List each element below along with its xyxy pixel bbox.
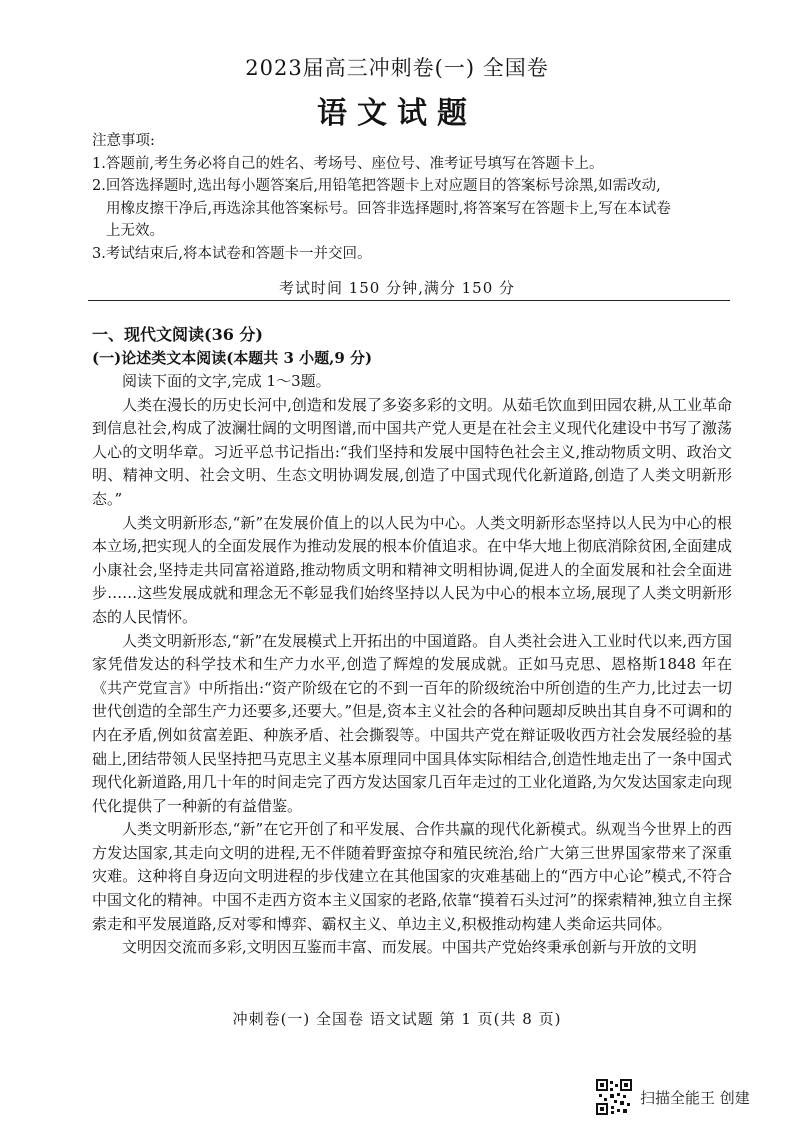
notice-item: 1.答题前,考生务必将自己的姓名、考场号、座位号、准考证号填写在答题卡上。 — [92, 155, 604, 172]
notice-item: 3.考试结束后,将本试卷和答题卡一并交回。 — [92, 245, 372, 262]
scanner-watermark — [596, 1079, 750, 1115]
notice-item: 2.回答选择题时,选出每小题答案后,用铅笔把答题卡上对应题目的答案标号涂黑,如需改动, — [92, 178, 661, 194]
qr-code-icon — [596, 1079, 632, 1115]
passage-paragraph: 人类文明新形态,“新”在发展模式上开拓出的中国道路。自人类社会进入工业时代以来,西方国家凭借发达的科学技术和生产力水平,创造了辉煌的发展成就。正如马克思、恩格斯1848 年在《共产党宣言》中所指出:“资产阶级在它的不到一百年的阶级统治中所创造的生产力,比过去一切世代创造的全部生产力还要多,还要大。”但是,资本主义社会的各种问题却反映出其自身不可调和的内在矛盾,例如贫富差距、种族矛盾、社会撕裂等。中国共产党在辩证吸收西方社会发展经验的基础上,团结带领人民坚持把马克思主义基本原理同中国具体实际相结合,创造性地走出了一条中国式现代化新道路,用几十年的时间走完了西方发达国家几百年走过的工业化道路,为欠发达国家走向现代化提供了一种新的有益借鉴。 — [92, 631, 732, 815]
notice-item: 上无效。 — [106, 223, 164, 239]
passage-paragraph: 人类文明新形态,“新”在发展价值上的以人民为中心。人类文明新形态坚持以人民为中心的根本立场,把实现人的全面发展作为推动发展的根本价值追求。在中华大地上彻底消除贫困,全面建成小康社会,坚持走共同富裕道路,推动物质文明和精神文明相协调,促进人的全面发展和社会全面进步……这些发展成就和理念无不彰显我们始终坚持以人民为中心的根本立场,展现了人类文明新形态的人民情怀。 — [92, 513, 732, 626]
section-title: 一、现代文阅读(36 分) — [92, 325, 263, 344]
notice-block — [92, 130, 732, 265]
exam-title: 2023届高三冲刺卷(一) 全国卷 — [245, 56, 549, 80]
page-footer: 冲刺卷(一) 全国卷 语文试题 第 1 页(共 8 页) — [232, 1010, 562, 1028]
passage-paragraph: 人类在漫长的历史长河中,创造和发展了多姿多彩的文明。从茹毛饮血到田园农耕,从工业革命到信息社会,构成了波澜壮阔的文明图谱,而中国共产党人更是在社会主义现代化建设中书写了激荡人心的文明华章。习近平总书记指出:“我们坚持和发展中国特色社会主义,推动物质文明、政治文明、精神文明、社会文明、生态文明协调发展,创造了中国式现代化新道路,创造了人类文明新形态。” — [92, 395, 732, 508]
instruction: 阅读下面的文字,完成 1～3题。 — [122, 372, 331, 390]
notice-heading: 注意事项: — [92, 133, 155, 149]
exam-time-note: 考试时间 150 分钟,满分 150 分 — [278, 279, 516, 297]
divider — [88, 300, 730, 301]
passage-paragraph: 文明因交流而多彩,文明因互鉴而丰富、而发展。中国共产党始终秉承创新与开放的文明 — [122, 938, 697, 957]
subsection-title: (一)论述类文本阅读(本题共 3 小题,9 分) — [92, 349, 373, 367]
reading-passage — [92, 370, 732, 960]
passage-paragraph: 人类文明新形态,“新”在它开创了和平发展、合作共赢的现代化新模式。纵观当今世界上的西方发达国家,其走向文明的进程,无不伴随着野蛮掠夺和殖民统治,给广大第三世界国家带来了深重灾难。这种将自身迈向文明进程的步伐建立在其他国家的灾难基础上的“西方中心论”模式,不符合中国文化的精神。中国不走西方资本主义国家的老路,依靠“摸着石头过河”的探索精神,独立自主探索走和平发展道路,反对零和博弈、霸权主义、单边主义,积极推动构建人类命运共同体。 — [92, 820, 732, 933]
exam-subject-title: 语文试题 — [317, 96, 477, 131]
notice-item: 用橡皮擦干净后,再选涂其他答案标号。回答非选择题时,将答案写在答题卡上,写在本试卷 — [106, 200, 671, 217]
watermark-text: 扫描全能王 创建 — [640, 1088, 750, 1107]
